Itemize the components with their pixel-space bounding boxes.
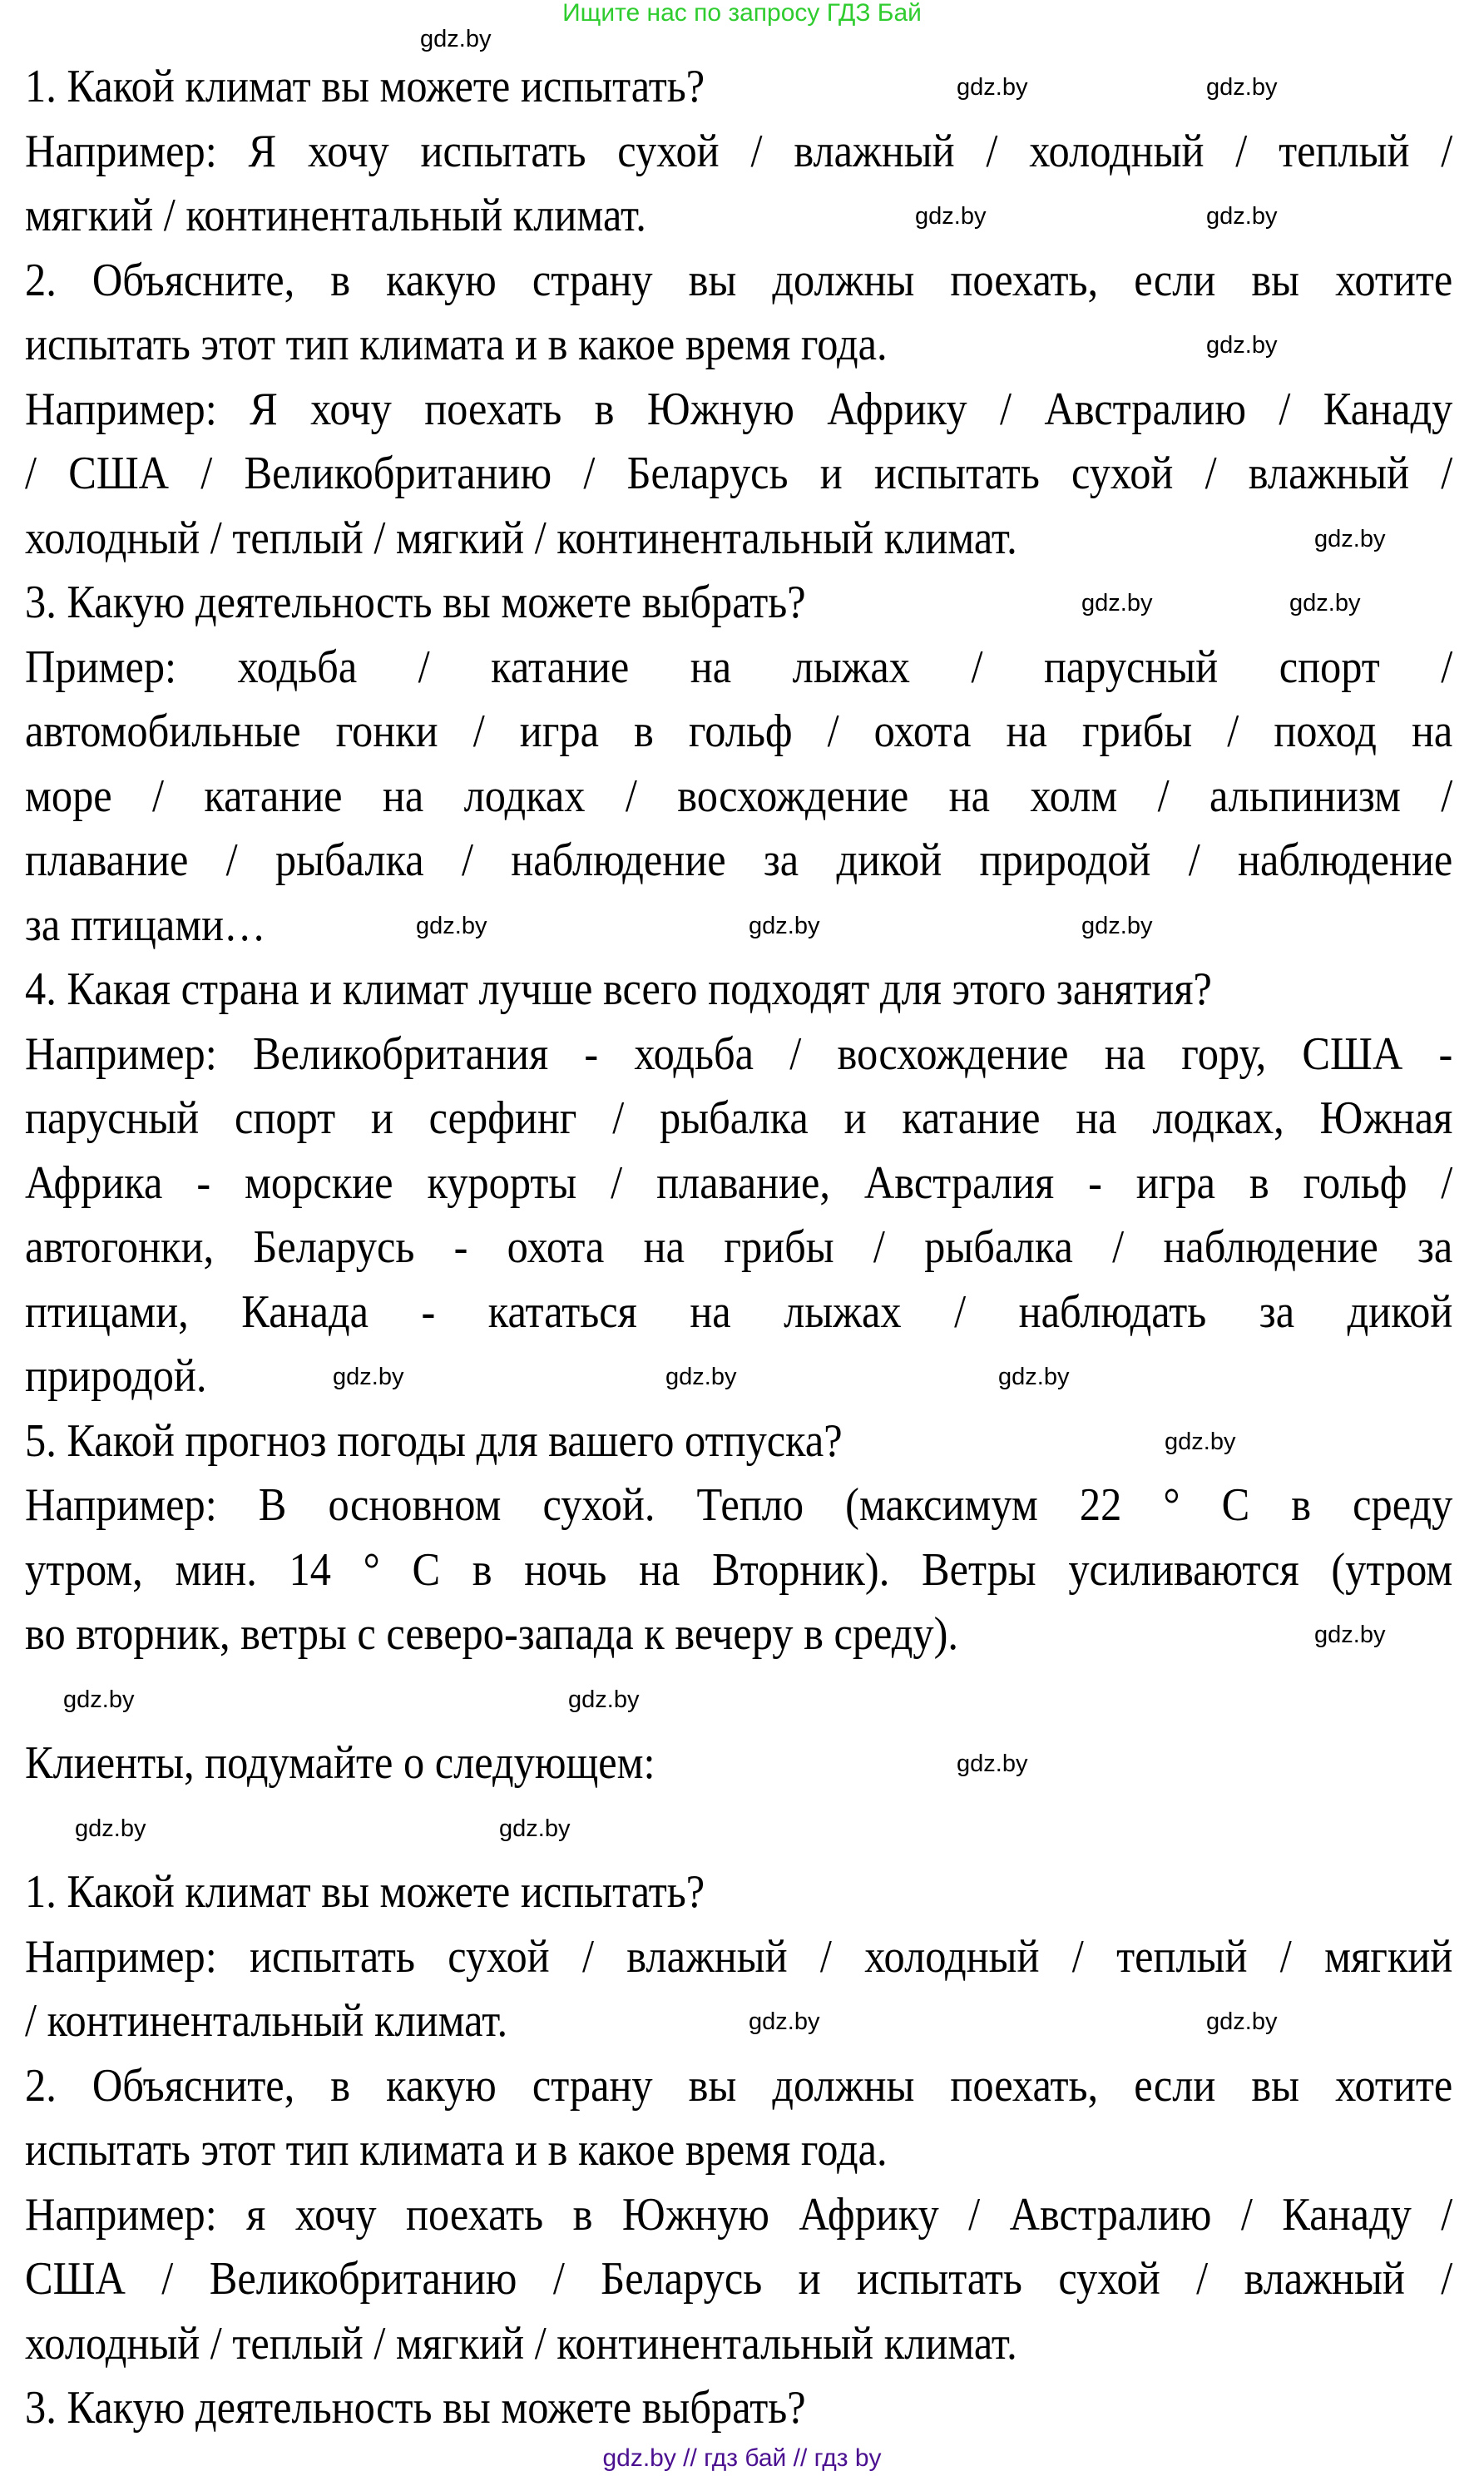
footer-links[interactable]: gdz.by // гдз бай // гдз by — [602, 2444, 882, 2472]
text-line — [25, 378, 1452, 443]
text-line — [25, 894, 1452, 958]
watermark-text: gdz.by — [1206, 203, 1278, 230]
text-line-content: холодный / теплый / мягкий / континентальный климат. — [25, 2317, 1017, 2370]
watermark-text: gdz.by — [420, 26, 492, 52]
text-line — [25, 249, 1452, 314]
watermark-text: gdz.by — [749, 2008, 820, 2035]
text-line-content: 2. Объясните, в какую страну вы должны поехать, если вы хотите — [25, 2059, 1453, 2112]
text-line — [25, 1409, 1452, 1474]
text-line — [25, 1667, 1452, 1732]
text-line — [25, 2312, 1452, 2377]
text-line-content: 3. Какую деятельность вы можете выбрать? — [25, 2382, 806, 2434]
text-line — [25, 1087, 1452, 1151]
watermark-text: gdz.by — [749, 912, 820, 939]
text-line — [25, 2183, 1452, 2248]
text-line-content: 5. Какой прогноз погоды для вашего отпуска? — [25, 1414, 843, 1467]
watermark-text: gdz.by — [957, 1751, 1028, 1777]
watermark-text: gdz.by — [333, 1364, 404, 1390]
text-line — [25, 1151, 1452, 1216]
watermark-text: gdz.by — [1289, 590, 1361, 617]
text-line — [25, 1796, 1452, 1861]
text-line-content: Например: я хочу поехать в Южную Африку / Австралию / Канаду / — [25, 2188, 1453, 2241]
watermark-text: gdz.by — [915, 203, 987, 230]
watermark-text: gdz.by — [1314, 1622, 1386, 1648]
text-line-content: утром, мин. 14 ° C в ночь на Вторник). Ветры усиливаются (утром — [25, 1543, 1453, 1596]
text-line — [25, 636, 1452, 701]
text-line — [25, 1023, 1452, 1087]
watermark-text: gdz.by — [63, 1686, 135, 1713]
text-line-content: Африка - морские курорты / плавание, Австралия - игра в гольф / — [25, 1156, 1453, 1209]
watermark-text: gdz.by — [1165, 1428, 1236, 1455]
text-line — [25, 1860, 1452, 1925]
text-line-content: Клиенты, подумайте о следующем: — [25, 1737, 655, 1789]
text-line — [25, 1216, 1452, 1280]
watermark-text: gdz.by — [568, 1686, 640, 1713]
text-line-content: Например: Великобритания - ходьба / восхождение на гору, США - — [25, 1028, 1453, 1080]
text-line — [25, 1344, 1452, 1409]
watermark-text: gdz.by — [1081, 590, 1153, 617]
text-line-content: Например: испытать сухой / влажный / холодный / теплый / мягкий — [25, 1930, 1453, 1983]
watermark-text: gdz.by — [1081, 912, 1153, 939]
text-line-content: 3. Какую деятельность вы можете выбрать? — [25, 577, 806, 628]
text-line-content: Пример: ходьба / катание на лыжах / парусный спорт / — [25, 641, 1453, 693]
text-line-content: во вторник, ветры с северо-запада к вечеру в среду). — [25, 1608, 958, 1660]
text-line-content: автогонки, Беларусь - охота на грибы / рыбалка / наблюдение за — [25, 1221, 1453, 1273]
watermark-text: gdz.by — [1206, 2008, 1278, 2035]
text-line — [25, 442, 1452, 507]
watermark-text: gdz.by — [957, 74, 1028, 101]
watermark-text: gdz.by — [998, 1364, 1070, 1390]
text-line-content: мягкий / континентальный климат. — [25, 190, 646, 241]
watermark-text: gdz.by — [1314, 525, 1386, 552]
text-line — [25, 1538, 1452, 1603]
text-line-content: холодный / теплый / мягкий / континентальный климат. — [25, 512, 1017, 564]
text-line-content: парусный спорт и серфинг / рыбалка и катание на лодках, Южная — [25, 1092, 1453, 1144]
text-line-content: США / Великобританию / Беларусь и испытать сухой / влажный / — [25, 2253, 1453, 2305]
text-line-content: море / катание на лодках / восхождение на холм / альпинизм / — [25, 770, 1453, 822]
search-banner[interactable]: Ищите нас по запросу ГДЗ Бай — [562, 0, 922, 27]
document-body — [25, 55, 1452, 2441]
text-line-content: / США / Великобританию / Беларусь и испытать сухой / влажный / — [25, 448, 1453, 499]
text-line-content: 2. Объясните, в какую страну вы должны поехать, если вы хотите — [25, 254, 1453, 306]
text-line — [25, 507, 1452, 572]
watermark-text: gdz.by — [1206, 332, 1278, 359]
text-line-content: автомобильные гонки / игра в гольф / охота на грибы / поход на — [25, 706, 1453, 757]
watermark-text: gdz.by — [499, 1815, 571, 1842]
text-line — [25, 958, 1452, 1023]
text-line — [25, 2118, 1452, 2183]
text-line-content: 1. Какой климат вы можете испытать? — [25, 1866, 705, 1918]
text-line-content: за птицами… — [25, 899, 266, 951]
watermark-text: gdz.by — [665, 1364, 737, 1390]
text-line — [25, 765, 1452, 829]
text-line-content: 1. Какой климат вы можете испытать? — [25, 61, 705, 112]
text-line-content: / континентальный климат. — [25, 1995, 508, 2047]
text-line-content: природой. — [25, 1350, 207, 1402]
text-line-content: испытать этот тип климата и в какое время года. — [25, 319, 888, 370]
watermark-text: gdz.by — [1206, 74, 1278, 101]
text-line — [25, 1473, 1452, 1538]
text-line — [25, 2376, 1452, 2441]
text-line-content: птицами, Канада - кататься на лыжах / наблюдать за дикой — [25, 1285, 1453, 1338]
text-line-content: испытать этот тип климата и в какое время года. — [25, 2124, 888, 2176]
watermark-text: gdz.by — [416, 912, 487, 939]
text-line — [25, 120, 1452, 185]
text-line — [25, 2247, 1452, 2312]
text-line — [25, 829, 1452, 894]
text-line — [25, 1280, 1452, 1345]
text-line — [25, 700, 1452, 765]
text-line — [25, 1731, 1452, 1796]
text-line-content: 4. Какая страна и климат лучше всего подходят для этого занятия? — [25, 963, 1212, 1015]
watermark-text: gdz.by — [75, 1815, 146, 1842]
text-line-content: Например: Я хочу испытать сухой / влажный / холодный / теплый / — [25, 125, 1453, 177]
text-line-content: Например: В основном сухой. Тепло (максимум 22 ° C в среду — [25, 1479, 1453, 1531]
text-line — [25, 1602, 1452, 1667]
text-line — [25, 2054, 1452, 2119]
text-line-content: Например: Я хочу поехать в Южную Африку / Австралию / Канаду — [25, 383, 1453, 435]
text-line — [25, 571, 1452, 636]
text-line — [25, 1925, 1452, 1990]
text-line-content: плавание / рыбалка / наблюдение за дикой природой / наблюдение — [25, 834, 1453, 886]
